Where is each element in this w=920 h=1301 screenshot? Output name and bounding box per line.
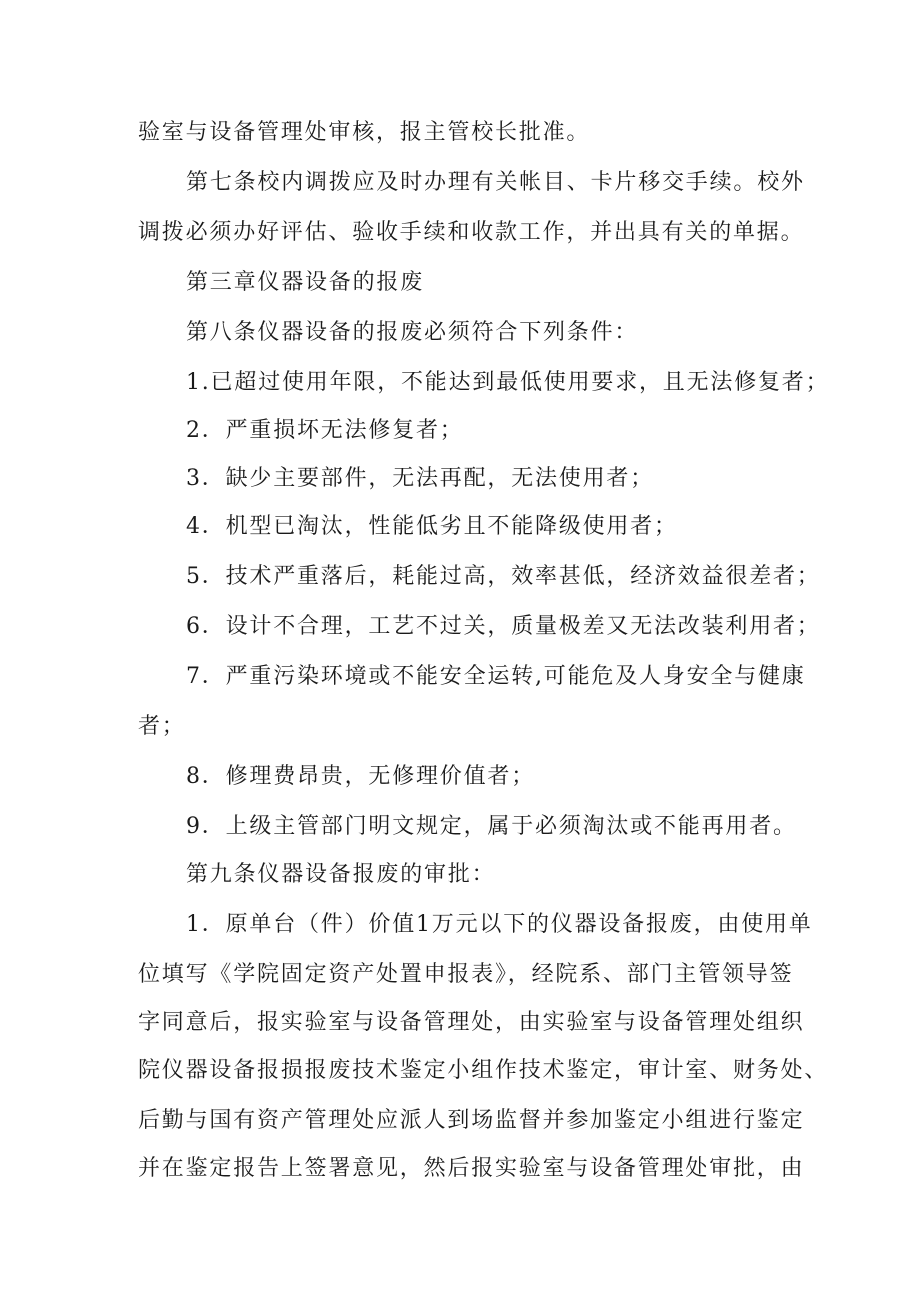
list-item-4: 4．机型已淘汰，性能低劣且不能降级使用者； bbox=[186, 514, 678, 539]
text-line-20: 院仪器设备报损报废技术鉴定小组作技术鉴定，审计室、财务处、 bbox=[138, 1058, 829, 1083]
list-item-3: 3．缺少主要部件，无法再配，无法使用者； bbox=[186, 466, 654, 491]
list-item-2: 2．严重损坏无法修复者； bbox=[186, 418, 464, 443]
text-line-5: 第八条仪器设备的报废必须符合下列条件： bbox=[186, 320, 639, 345]
text-line-18: 位填写《学院固定资产处置申报表》，经院系、部门主管领导签 bbox=[138, 962, 794, 987]
text-line-1: 验室与设备管理处审核，报主管校长批准。 bbox=[138, 120, 591, 145]
list-item-1: 1.已超过使用年限，不能达到最低使用要求，且无法修复者； bbox=[186, 370, 830, 395]
list-item-7-continued: 者； bbox=[138, 714, 186, 739]
text-line-21: 后勤与国有资产管理处应派人到场监督并参加鉴定小组进行鉴定 bbox=[138, 1108, 805, 1133]
text-line-19: 字同意后，报实验室与设备管理处，由实验室与设备管理处组织 bbox=[138, 1010, 805, 1035]
text-line-16: 第九条仪器设备报废的审批： bbox=[186, 862, 496, 887]
list-item-7: 7．严重污染环境或不能安全运转,可能危及人身安全与健康 bbox=[186, 664, 806, 689]
approval-item-1: 1．原单台（件）价值1万元以下的仪器设备报废，由使用单 bbox=[186, 912, 813, 937]
chapter-heading: 第三章仪器设备的报废 bbox=[186, 270, 425, 295]
list-item-6: 6．设计不合理，工艺不过关，质量极差又无法改装利用者； bbox=[186, 614, 821, 639]
list-item-8: 8．修理费昂贵，无修理价值者； bbox=[186, 764, 535, 789]
text-line-22: 并在鉴定报告上签署意见，然后报实验室与设备管理处审批，由 bbox=[138, 1156, 805, 1181]
list-item-5: 5．技术严重落后，耗能过高，效率甚低，经济效益很差者； bbox=[186, 564, 821, 589]
list-item-9: 9．上级主管部门明文规定，属于必须淘汰或不能再用者。 bbox=[186, 814, 797, 839]
text-line-2: 第七条校内调拨应及时办理有关帐目、卡片移交手续。校外 bbox=[186, 170, 805, 195]
text-line-3: 调拨必须办好评估、验收手续和收款工作，并出具有关的单据。 bbox=[138, 220, 805, 245]
